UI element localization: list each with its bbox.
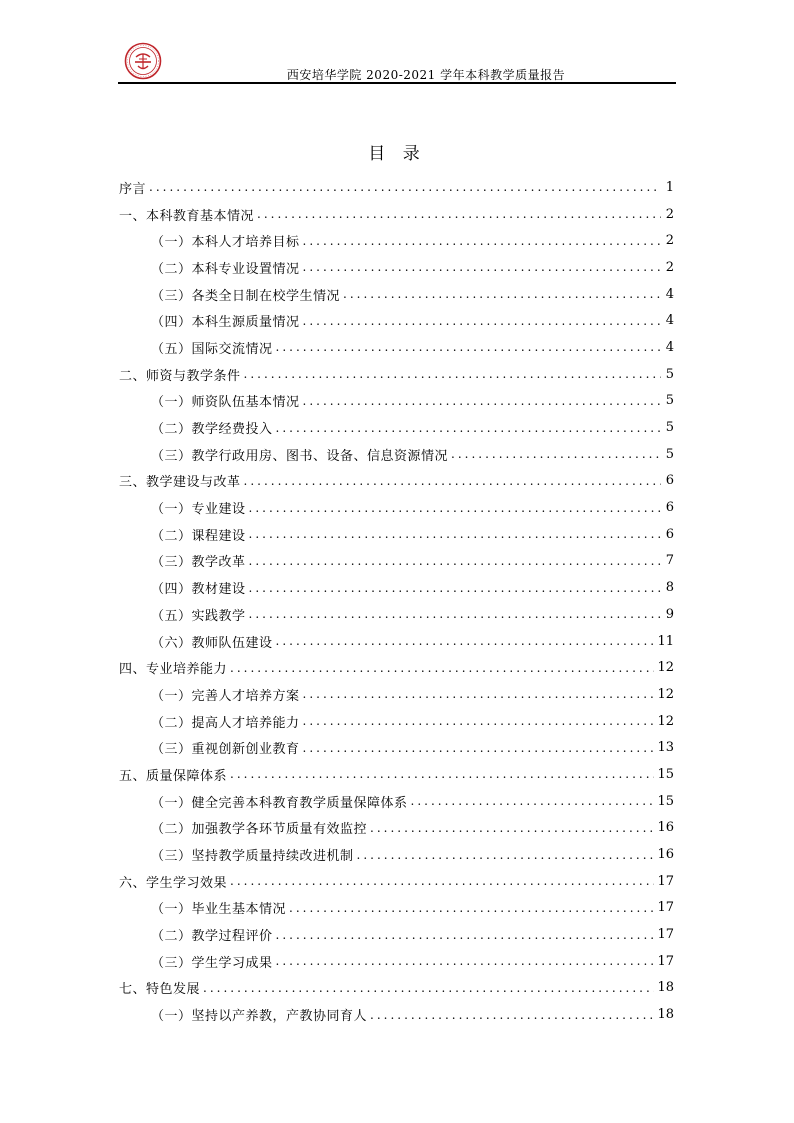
toc-entry-label: （三）学生学习成果 xyxy=(151,955,273,971)
toc-subsection-entry[interactable] xyxy=(119,254,674,281)
toc-dot-leader xyxy=(230,767,654,781)
toc-entry-label: 五、质量保障体系 xyxy=(119,768,228,784)
header-divider xyxy=(118,82,676,84)
toc-subsection-entry[interactable] xyxy=(119,601,674,628)
toc-dot-leader xyxy=(411,794,655,808)
toc-subsection-entry[interactable] xyxy=(119,948,674,975)
toc-entry-label: 七、特色发展 xyxy=(119,982,201,998)
toc-section-entry[interactable] xyxy=(119,975,674,1002)
toc-dot-leader xyxy=(203,981,654,995)
toc-entry-label: （二）教学经费投入 xyxy=(151,422,273,438)
toc-entry-label: （一）健全完善本科教育教学质量保障体系 xyxy=(151,795,408,811)
toc-subsection-entry[interactable] xyxy=(119,628,674,655)
toc-subsection-entry[interactable] xyxy=(119,734,674,761)
toc-entry-label: 四、专业培养能力 xyxy=(119,662,228,678)
toc-entry-label: （二）本科专业设置情况 xyxy=(151,261,300,277)
toc-dot-leader xyxy=(303,394,661,408)
toc-entry-page-number: 8 xyxy=(665,580,674,596)
toc-subsection-entry[interactable] xyxy=(119,574,674,601)
toc-entry-label: （四）本科生源质量情况 xyxy=(151,315,300,331)
toc-dot-leader xyxy=(244,367,661,381)
toc-section-entry[interactable] xyxy=(119,201,674,228)
toc-entry-label: （二）加强教学各环节质量有效监控 xyxy=(151,822,368,838)
toc-entry-page-number: 2 xyxy=(665,259,674,275)
toc-entry-page-number: 5 xyxy=(665,393,674,409)
toc-entry-label: （一）师资队伍基本情况 xyxy=(151,395,300,411)
toc-subsection-entry[interactable] xyxy=(119,681,674,708)
toc-dot-leader xyxy=(249,581,661,595)
toc-dot-leader xyxy=(289,901,654,915)
toc-dot-leader xyxy=(244,474,661,488)
toc-entry-page-number: 2 xyxy=(665,233,674,249)
toc-entry-page-number: 5 xyxy=(665,420,674,436)
toc-section-entry[interactable] xyxy=(119,761,674,788)
toc-section-entry[interactable] xyxy=(119,468,674,495)
toc-section-entry[interactable] xyxy=(119,174,674,201)
toc-entry-label: （三）坚持教学质量持续改进机制 xyxy=(151,849,354,865)
toc-section-entry[interactable] xyxy=(119,868,674,895)
toc-entry-page-number: 4 xyxy=(665,339,674,355)
toc-dot-leader xyxy=(303,741,655,755)
toc-section-entry[interactable] xyxy=(119,654,674,681)
toc-entry-label: （三）重视创新创业教育 xyxy=(151,742,300,758)
toc-dot-leader xyxy=(303,234,661,248)
toc-entry-page-number: 18 xyxy=(657,1007,674,1023)
toc-dot-leader xyxy=(249,527,661,541)
toc-dot-leader xyxy=(451,447,661,461)
toc-entry-page-number: 4 xyxy=(665,313,674,329)
toc-entry-page-number: 9 xyxy=(665,606,674,622)
toc-entry-page-number: 18 xyxy=(657,980,674,996)
toc-dot-leader xyxy=(303,314,661,328)
toc-entry-page-number: 6 xyxy=(665,526,674,542)
toc-dot-leader xyxy=(276,634,655,648)
toc-entry-label: 一、本科教育基本情况 xyxy=(119,208,255,224)
toc-subsection-entry[interactable] xyxy=(119,307,674,334)
toc-entry-page-number: 12 xyxy=(657,660,674,676)
toc-dot-leader xyxy=(249,554,661,568)
toc-entry-label: （一）坚持以产养教，产教协同育人 xyxy=(151,1009,368,1025)
toc-subsection-entry[interactable] xyxy=(119,895,674,922)
toc-subsection-entry[interactable] xyxy=(119,334,674,361)
toc-dot-leader xyxy=(276,421,661,435)
toc-dot-leader xyxy=(230,874,654,888)
toc-entry-page-number: 1 xyxy=(665,179,674,195)
toc-subsection-entry[interactable] xyxy=(119,388,674,415)
toc-entry-label: （一）专业建设 xyxy=(151,502,246,518)
toc-entry-page-number: 2 xyxy=(665,206,674,222)
toc-dot-leader xyxy=(149,180,661,194)
toc-entry-label: （三）教学行政用房、图书、设备、信息资源情况 xyxy=(151,448,449,464)
toc-dot-leader xyxy=(357,848,655,862)
toc-subsection-entry[interactable] xyxy=(119,548,674,575)
toc-entry-page-number: 5 xyxy=(665,446,674,462)
toc-entry-label: （五）实践教学 xyxy=(151,608,246,624)
toc-subsection-entry[interactable] xyxy=(119,281,674,308)
toc-entry-label: （三）教学改革 xyxy=(151,555,246,571)
university-seal-icon xyxy=(124,42,162,80)
toc-entry-label: （六）教师队伍建设 xyxy=(151,635,273,651)
toc-entry-page-number: 17 xyxy=(657,873,674,889)
toc-dot-leader xyxy=(303,260,661,274)
toc-entry-label: （二）课程建设 xyxy=(151,528,246,544)
toc-entry-label: （二）教学过程评价 xyxy=(151,929,273,945)
toc-dot-leader xyxy=(257,207,661,221)
header-title: 西安培华学院 2020-2021 学年本科教学质量报告 xyxy=(286,68,566,82)
toc-entry-page-number: 11 xyxy=(657,633,674,649)
toc-subsection-entry[interactable] xyxy=(119,841,674,868)
toc-dot-leader xyxy=(276,340,661,354)
toc-subsection-entry[interactable] xyxy=(119,521,674,548)
toc-subsection-entry[interactable] xyxy=(119,441,674,468)
toc-subsection-entry[interactable] xyxy=(119,414,674,441)
toc-entry-page-number: 16 xyxy=(657,847,674,863)
toc-entry-label: （一）完善人才培养方案 xyxy=(151,688,300,704)
toc-subsection-entry[interactable] xyxy=(119,815,674,842)
page-header xyxy=(118,40,676,83)
toc-entry-label: （五）国际交流情况 xyxy=(151,341,273,357)
toc-dot-leader xyxy=(303,714,655,728)
toc-entry-page-number: 17 xyxy=(657,953,674,969)
toc-dot-leader xyxy=(230,661,654,675)
toc-subsection-entry[interactable] xyxy=(119,494,674,521)
toc-dot-leader xyxy=(343,287,661,301)
toc-entry-page-number: 5 xyxy=(665,366,674,382)
toc-entry-page-number: 6 xyxy=(665,500,674,516)
table-of-contents xyxy=(119,174,674,1028)
toc-dot-leader xyxy=(276,954,655,968)
toc-entry-label: （一）毕业生基本情况 xyxy=(151,902,287,918)
toc-entry-label: （三）各类全日制在校学生情况 xyxy=(151,288,341,304)
toc-dot-leader xyxy=(249,607,661,621)
toc-subsection-entry[interactable] xyxy=(119,708,674,735)
toc-entry-label: 序言 xyxy=(119,181,147,197)
toc-entry-page-number: 12 xyxy=(657,686,674,702)
toc-entry-page-number: 6 xyxy=(665,473,674,489)
toc-dot-leader xyxy=(370,821,654,835)
toc-dot-leader xyxy=(276,928,655,942)
toc-section-entry[interactable] xyxy=(119,361,674,388)
toc-entry-page-number: 17 xyxy=(657,900,674,916)
toc-entry-label: （二）提高人才培养能力 xyxy=(151,715,300,731)
toc-dot-leader xyxy=(249,501,661,515)
toc-entry-label: （四）教材建设 xyxy=(151,582,246,598)
toc-entry-page-number: 13 xyxy=(657,740,674,756)
toc-entry-label: 六、学生学习效果 xyxy=(119,875,228,891)
toc-subsection-entry[interactable] xyxy=(119,788,674,815)
toc-entry-label: 三、教学建设与改革 xyxy=(119,475,241,491)
toc-entry-page-number: 15 xyxy=(657,793,674,809)
toc-entry-page-number: 15 xyxy=(657,766,674,782)
toc-entry-label: 二、师资与教学条件 xyxy=(119,368,241,384)
toc-dot-leader xyxy=(370,1008,654,1022)
toc-entry-page-number: 16 xyxy=(657,820,674,836)
toc-entry-page-number: 7 xyxy=(665,553,674,569)
toc-subsection-entry[interactable] xyxy=(119,921,674,948)
toc-subsection-entry[interactable] xyxy=(119,227,674,254)
toc-title: 目 录 xyxy=(368,144,426,164)
toc-entry-label: （一）本科人才培养目标 xyxy=(151,235,300,251)
toc-entry-page-number: 12 xyxy=(657,713,674,729)
toc-subsection-entry[interactable] xyxy=(119,1001,674,1028)
toc-entry-page-number: 4 xyxy=(665,286,674,302)
toc-dot-leader xyxy=(303,687,655,701)
toc-entry-page-number: 17 xyxy=(657,927,674,943)
